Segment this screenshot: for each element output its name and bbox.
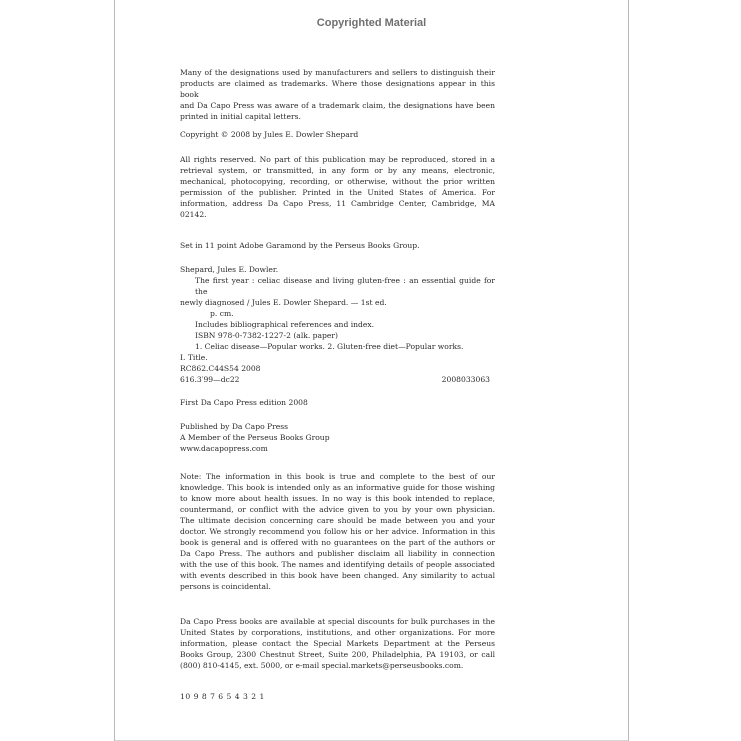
rights-line: permission of the publisher. Printed in the United States of America. For: [180, 188, 495, 197]
publisher-line: Published by Da Capo Press: [180, 422, 289, 431]
trademark-line: printed in initial capital letters.: [180, 112, 301, 121]
edition-line: First Da Capo Press edition 2008: [180, 398, 308, 407]
sales-line: United States by corporations, institutions, and other organizations. For more: [180, 628, 495, 637]
note-line: Note: The information in this book is true and complete to the best of our: [180, 472, 495, 481]
rights-line: retrieval system, or transmitted, in any form or by any means, electronic,: [180, 166, 495, 175]
copyright-line: Copyright © 2008 by Jules E. Dowler Shepard: [180, 130, 359, 139]
sales-line: (800) 810-4145, ext. 5000, or e-mail special.markets@perseusbooks.com.: [180, 661, 464, 670]
rights-line: 02142.: [180, 210, 207, 219]
cip-lc-number: RC862.C44S54 2008: [180, 364, 261, 373]
publisher-block: [180, 421, 495, 454]
sales-paragraph: [180, 616, 495, 671]
cataloging-data: [180, 264, 495, 385]
note-line: with the use of this book. The names and identifying details of people associated: [180, 560, 495, 569]
sales-line: Books Group, 2300 Chestnut Street, Suite 200, Philadelphia, PA 19103, or call: [180, 650, 495, 659]
book-page: [114, 0, 629, 741]
copyrighted-material-banner: Copyrighted Material: [316, 17, 427, 29]
cip-lccn: 2008033063: [441, 375, 490, 384]
rights-line: All rights reserved. No part of this publication may be reproduced, stored in a: [180, 155, 495, 164]
note-paragraph: [180, 471, 495, 592]
cip-pages: p. cm.: [210, 309, 234, 318]
note-line: book is general and is offered with no guarantees on the part of the authors or: [180, 538, 495, 547]
note-line: doctor. We strongly recommend you follow his or her advice. Information in this: [180, 527, 495, 536]
sales-line: Da Capo Press books are available at special discounts for bulk purchases in the: [180, 617, 495, 626]
publisher-line: A Member of the Perseus Books Group: [180, 433, 330, 442]
note-line: persons is coincidental.: [180, 582, 271, 591]
cip-classification-row: [180, 374, 490, 385]
typeset-line: Set in 11 point Adobe Garamond by the Perseus Books Group.: [180, 241, 420, 250]
cip-dewey: 616.3′99—dc22: [180, 375, 240, 384]
note-line: The ultimate decision concerning care should be made between you and your: [180, 516, 495, 525]
printing-line: 10 9 8 7 6 5 4 3 2 1: [180, 692, 265, 701]
note-line: knowledge. This book is intended only as an informative guide for those wishing: [180, 483, 495, 492]
rights-line: information, address Da Capo Press, 11 Cambridge Center, Cambridge, MA: [180, 199, 495, 208]
trademark-line: products are claimed as trademarks. Where those designations appear in this book: [180, 79, 495, 99]
cip-subjects: 1. Celiac disease—Popular works. 2. Gluten-free diet—Popular works.: [195, 342, 464, 351]
cip-title-cont: newly diagnosed / Jules E. Dowler Shepard. — 1st ed.: [180, 298, 387, 307]
cip-author: Shepard, Jules E. Dowler.: [180, 265, 279, 274]
note-line: Da Capo Press. The authors and publisher disclaim all liability in connection: [180, 549, 495, 558]
cip-isbn: ISBN 978-0-7382-1227-2 (alk. paper): [195, 331, 339, 340]
trademark-paragraph: [180, 67, 495, 122]
sales-line: information, please contact the Special Markets Department at the Perseus: [180, 639, 495, 648]
publisher-website: www.dacapopress.com: [180, 444, 268, 453]
note-line: countermand, or conflict with the advice given to you by your own physician.: [180, 505, 495, 514]
trademark-line: and Da Capo Press was aware of a trademark claim, the designations have been: [180, 101, 495, 110]
note-line: to know more about health issues. In no way is this book intended to replace,: [180, 494, 495, 503]
rights-line: mechanical, photocopying, recording, or otherwise, without the prior written: [180, 177, 495, 186]
note-line: with events described in this book have been changed. Any similarity to actual: [180, 571, 495, 580]
rights-paragraph: [180, 154, 495, 220]
trademark-line: Many of the designations used by manufacturers and sellers to distinguish their: [180, 68, 495, 77]
cip-title: The first year : celiac disease and living gluten-free : an essential guide for the: [195, 276, 495, 296]
cip-title-entry: I. Title.: [180, 353, 208, 362]
cip-includes: Includes bibliographical references and index.: [195, 320, 375, 329]
